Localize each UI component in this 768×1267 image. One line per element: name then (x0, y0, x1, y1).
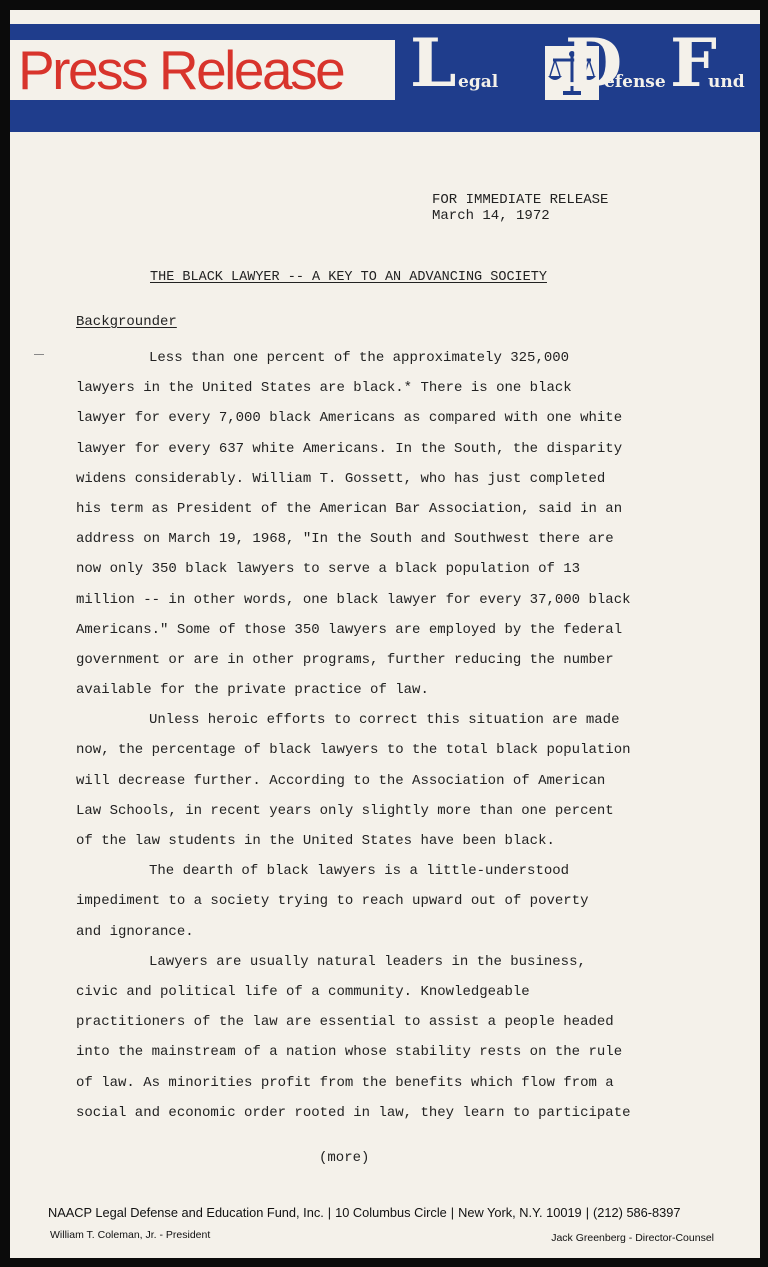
body-line: and ignorance. (76, 923, 194, 940)
footer-contact: NAACP Legal Defense and Education Fund, Inc. | 10 Columbus Circle | New York, N.Y. 10019 | (212) 586-8397 (48, 1205, 681, 1220)
body-line: of law. As minorities profit from the benefits which flow from a (76, 1074, 614, 1091)
document-page (10, 10, 760, 1258)
footer-counsel: Jack Greenberg - Director-Counsel (551, 1232, 714, 1244)
ldf-word-efense: efense (604, 72, 666, 92)
ldf-letter-d: D (565, 24, 623, 102)
body-line: social and economic order rooted in law, they learn to participate (76, 1104, 631, 1121)
body-line: widens considerably. William T. Gossett, who has just completed (76, 470, 606, 487)
footer-org: NAACP Legal Defense and Education Fund, Inc. (48, 1205, 324, 1220)
body-line: impediment to a society trying to reach upward out of poverty (76, 893, 589, 910)
ldf-word-und: und (708, 72, 745, 92)
body-line: Law Schools, in recent years only slightly more than one percent (76, 802, 614, 819)
body-line: Americans." Some of those 350 lawyers are employed by the federal (76, 621, 623, 638)
ldf-word-egal: egal (458, 72, 499, 92)
ldf-logo (10, 24, 760, 132)
body-line: address on March 19, 1968, "In the South and Southwest there are (76, 531, 614, 548)
body-line: Unless heroic efforts to correct this situation are made (149, 712, 620, 729)
body-line: lawyers in the United States are black.* There is one black (76, 380, 572, 397)
body-line: Lawyers are usually natural leaders in the business, (149, 953, 586, 970)
body-text (76, 343, 746, 1128)
release-date: March 14, 1972 (432, 208, 550, 224)
body-line: into the mainstream of a nation whose stability rests on the rule (76, 1044, 623, 1061)
footer-address: 10 Columbus Circle (335, 1205, 447, 1220)
body-line: million -- in other words, one black lawyer for every 37,000 black (76, 591, 631, 608)
release-notice (432, 192, 608, 224)
body-line: Less than one percent of the approximately 325,000 (149, 350, 570, 366)
footer-phone: (212) 586-8397 (593, 1205, 681, 1220)
margin-mark (34, 354, 44, 355)
body-line: of the law students in the United States have been black. (76, 833, 555, 849)
more-indicator: (more) (319, 1150, 370, 1166)
ldf-letter-l: L (410, 24, 457, 102)
section-label: Backgrounder (76, 314, 177, 330)
body-line: available for the private practice of law. (76, 682, 429, 699)
ldf-letter-f: F (670, 24, 717, 102)
body-line: will decrease further. According to the Association of American (76, 772, 606, 789)
masthead-banner (10, 24, 760, 132)
press-release-title: Press Release (18, 39, 344, 101)
body-line: his term as President of the American Bar Association, said in an (76, 500, 623, 517)
headline: THE BLACK LAWYER -- A KEY TO AN ADVANCING SOCIETY (150, 270, 547, 285)
release-label: FOR IMMEDIATE RELEASE (432, 192, 609, 208)
footer-city: New York, N.Y. 10019 (458, 1205, 582, 1220)
body-line: practitioners of the law are essential to assist a people headed (76, 1014, 614, 1031)
body-line: lawyer for every 7,000 black Americans as compared with one white (76, 410, 623, 427)
footer-president: William T. Coleman, Jr. - President (50, 1229, 211, 1241)
body-line: now, the percentage of black lawyers to the total black population (76, 742, 631, 759)
body-line: now only 350 black lawyers to serve a black population of 13 (76, 561, 581, 578)
body-line: lawyer for every 637 white Americans. In the South, the disparity (76, 440, 623, 457)
body-line: The dearth of black lawyers is a little-understood (149, 863, 570, 880)
body-line: government or are in other programs, further reducing the number (76, 651, 614, 668)
body-line: civic and political life of a community. Knowledgeable (76, 983, 530, 1000)
